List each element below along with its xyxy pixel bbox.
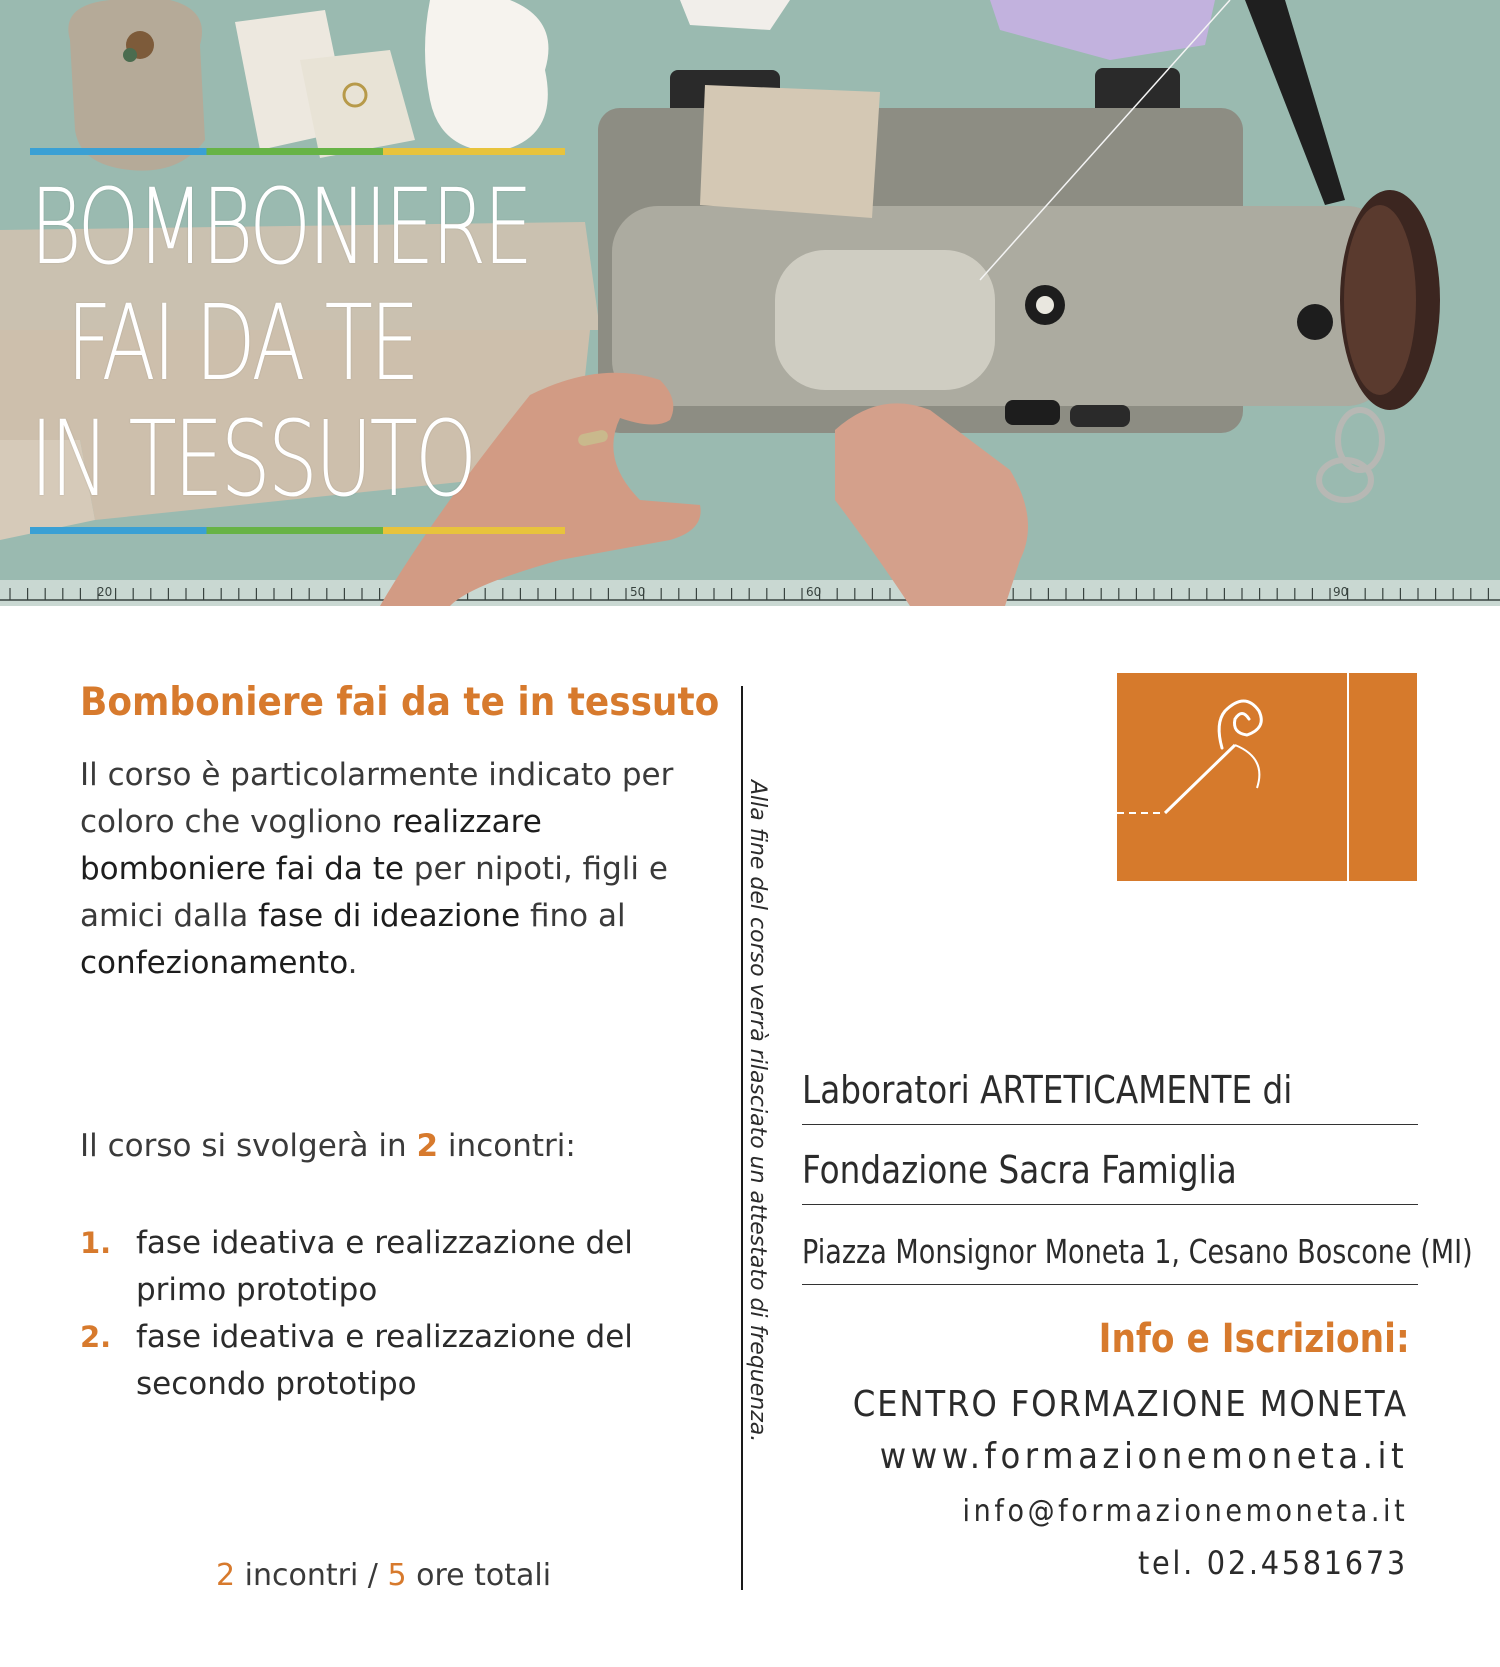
hero-title-line: BOMBONIERE	[30, 166, 531, 288]
meetings-label: incontri /	[235, 1558, 388, 1593]
info-title: Info e Iscrizioni:	[1098, 1316, 1410, 1362]
list-item	[80, 1314, 680, 1408]
description-highlight: fase di ideazione	[258, 898, 521, 934]
phone-number[interactable]: tel. 02.4581673	[1138, 1544, 1408, 1582]
sessions-summary	[80, 1128, 576, 1164]
description-text: per nipoti, figli e amici dalla	[80, 851, 668, 934]
ruler-label: 50	[630, 585, 646, 599]
certificate-note: Alla fine del corso verrà rilasciato un attestato di frequenza.	[745, 780, 770, 1443]
needle-thread-spiral-icon	[1117, 673, 1347, 881]
step-number: 2.	[80, 1320, 112, 1354]
rainbow-stripe	[30, 148, 565, 155]
organizer-line-1	[802, 1068, 1418, 1125]
description-text: fino al	[520, 898, 626, 934]
description-text: indicato per coloro che vogliono	[80, 757, 674, 840]
organizer-text: Laboratori ARTETICAMENTE di	[802, 1068, 1293, 1112]
step-text: fase ideativa e realizzazione del primo prototipo	[136, 1225, 633, 1308]
hours-label: ore totali	[406, 1558, 552, 1593]
organizer-address	[802, 1232, 1473, 1285]
hero-title-line: IN TESSUTO	[30, 398, 475, 520]
logo-divider-line	[1347, 673, 1349, 881]
rainbow-stripe	[30, 527, 565, 534]
organization-logo	[1117, 673, 1417, 881]
address-text: Piazza Monsignor Moneta 1, Cesano Boscone (MI)	[802, 1232, 1473, 1271]
meetings-count: 2	[216, 1558, 236, 1593]
hours-count: 5	[387, 1558, 407, 1593]
description-text: .	[347, 945, 358, 981]
column-divider	[741, 686, 743, 1590]
email-link[interactable]: info@formazionemoneta.it	[962, 1494, 1408, 1529]
hero-photo	[0, 0, 1500, 606]
description-highlight: realizzare bomboniere fai da te	[80, 804, 542, 887]
course-description	[80, 752, 680, 987]
steps-list	[80, 1220, 680, 1408]
description-highlight: confezionamento	[80, 945, 348, 981]
course-totals	[216, 1558, 551, 1593]
website-link[interactable]: www.formazionemoneta.it	[879, 1436, 1408, 1477]
organizer-line-2	[802, 1148, 1418, 1205]
linen-sack	[68, 0, 205, 171]
step-number: 1.	[80, 1226, 112, 1260]
ruler-label: 20	[97, 585, 113, 599]
sessions-prefix: Il corso si svolgerà in	[80, 1128, 417, 1164]
hero-title-block	[30, 148, 565, 534]
organizer-text: Fondazione Sacra Famiglia	[802, 1148, 1237, 1192]
satin-bag	[425, 0, 548, 152]
step-text: fase ideativa e realizzazione del secondo prototipo	[136, 1319, 633, 1402]
ruler-label: 90	[1333, 585, 1349, 599]
sessions-suffix: incontri:	[438, 1128, 576, 1164]
description-text: Il corso è particolarmente	[80, 757, 479, 793]
hero-title-line: FAI DA TE	[66, 282, 417, 404]
course-heading: Bomboniere fai da te in tessuto	[80, 680, 720, 725]
sessions-count: 2	[416, 1128, 439, 1164]
list-item	[80, 1220, 680, 1314]
center-name: CENTRO FORMAZIONE MONETA	[852, 1384, 1408, 1425]
ruler-label: 60	[806, 585, 822, 599]
